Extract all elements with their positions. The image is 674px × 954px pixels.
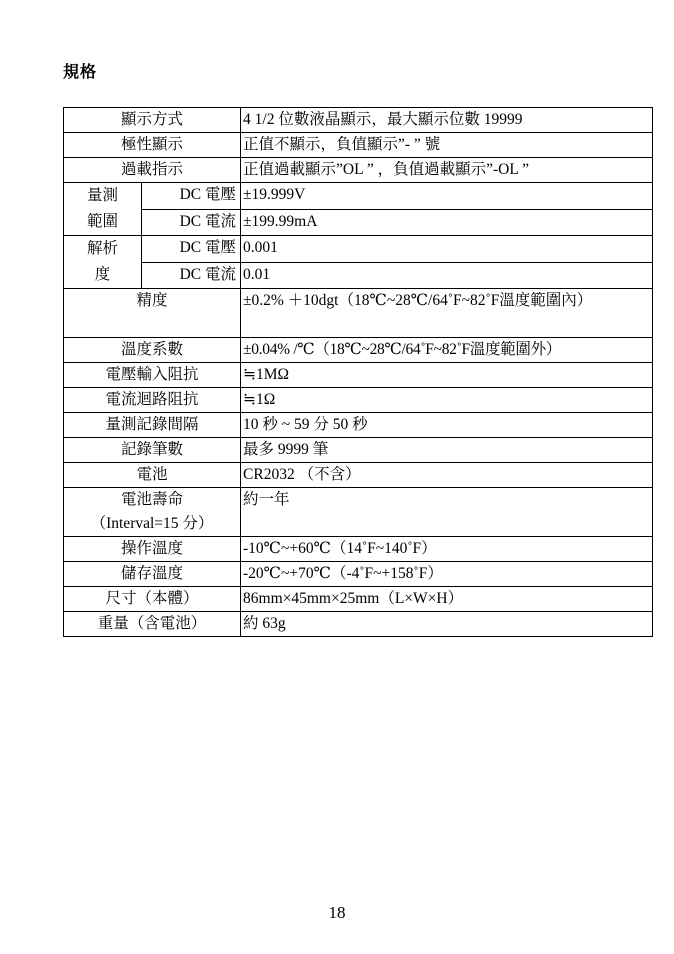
table-row xyxy=(64,183,653,210)
sub-label: DC 電流 xyxy=(142,209,241,236)
row-label: 電池 xyxy=(64,463,241,488)
row-value: 0.01 xyxy=(241,262,653,289)
row-label: 尺寸（本體） xyxy=(64,587,241,612)
page-number: 18 xyxy=(328,903,346,922)
table-row xyxy=(64,612,653,637)
row-value: ±19.999V xyxy=(241,183,653,210)
row-label: 極性顯示 xyxy=(64,133,241,158)
group-label-line: 解析 xyxy=(86,240,118,257)
row-label: 電流迴路阻抗 xyxy=(64,388,241,413)
row-label: 記錄筆數 xyxy=(64,438,241,463)
row-value: 10 秒 ~ 59 分 50 秒 xyxy=(241,413,653,438)
table-row xyxy=(64,413,653,438)
row-value: 正值過載顯示”OL ” ，負值過載顯示”-OL ” xyxy=(241,158,653,183)
table-row xyxy=(64,133,653,158)
row-label: 操作溫度 xyxy=(64,537,241,562)
table-row xyxy=(64,562,653,587)
resolution-group-label xyxy=(64,236,142,289)
table-row xyxy=(64,587,653,612)
row-label: 溫度系數 xyxy=(64,338,241,363)
row-value: ±0.2% ＋10dgt（18℃~28℃/64˚F~82˚F溫度範圍內） xyxy=(241,289,653,338)
row-label: 顯示方式 xyxy=(64,108,241,133)
row-label: 儲存溫度 xyxy=(64,562,241,587)
row-value: 約 63g xyxy=(241,612,653,637)
row-label: 量測記錄間隔 xyxy=(64,413,241,438)
battery-life-note: （Interval=15 分） xyxy=(90,515,214,532)
group-label-line: 範圍 xyxy=(86,213,118,230)
table-row xyxy=(64,209,653,236)
row-value: 正值不顯示，負值顯示”- ” 號 xyxy=(241,133,653,158)
sub-label: DC 電壓 xyxy=(142,183,241,210)
table-row xyxy=(64,108,653,133)
row-label: 重量（含電池） xyxy=(64,612,241,637)
row-value: CR2032 （不含） xyxy=(241,463,653,488)
table-row xyxy=(64,338,653,363)
table-row xyxy=(64,438,653,463)
table-row xyxy=(64,388,653,413)
group-label-line: 度 xyxy=(94,266,111,283)
row-label: 電壓輸入阻抗 xyxy=(64,363,241,388)
table-row xyxy=(64,463,653,488)
row-value: 約一年 xyxy=(241,488,653,537)
row-value: ±0.04% /℃（18℃~28℃/64˚F~82˚F溫度範圍外） xyxy=(241,338,653,363)
row-value: -20℃~+70℃（-4˚F~+158˚F） xyxy=(241,562,653,587)
table-row xyxy=(64,488,653,537)
spec-table xyxy=(63,107,653,637)
row-value: 最多 9999 筆 xyxy=(241,438,653,463)
table-row xyxy=(64,537,653,562)
battery-life-label: 電池壽命 xyxy=(121,491,184,508)
row-value: -10℃~+60℃（14˚F~140˚F） xyxy=(241,537,653,562)
table-row xyxy=(64,158,653,183)
sub-label: DC 電壓 xyxy=(142,236,241,263)
row-value: ≒1MΩ xyxy=(241,363,653,388)
range-group-label xyxy=(64,183,142,236)
row-value: 86mm×45mm×25mm（L×W×H） xyxy=(241,587,653,612)
sub-label: DC 電流 xyxy=(142,262,241,289)
table-row xyxy=(64,236,653,263)
table-row xyxy=(64,363,653,388)
row-value: 4 1/2 位數液晶顯示，最大顯示位數 19999 xyxy=(241,108,653,133)
group-label-line: 量測 xyxy=(86,187,118,204)
row-label: 精度 xyxy=(64,289,241,338)
row-label: 過載指示 xyxy=(64,158,241,183)
section-title: 規格 xyxy=(63,62,98,81)
table-row xyxy=(64,262,653,289)
row-value: ±199.99mA xyxy=(241,209,653,236)
row-value: 0.001 xyxy=(241,236,653,263)
row-label xyxy=(64,488,241,537)
row-value: ≒1Ω xyxy=(241,388,653,413)
table-row xyxy=(64,289,653,338)
